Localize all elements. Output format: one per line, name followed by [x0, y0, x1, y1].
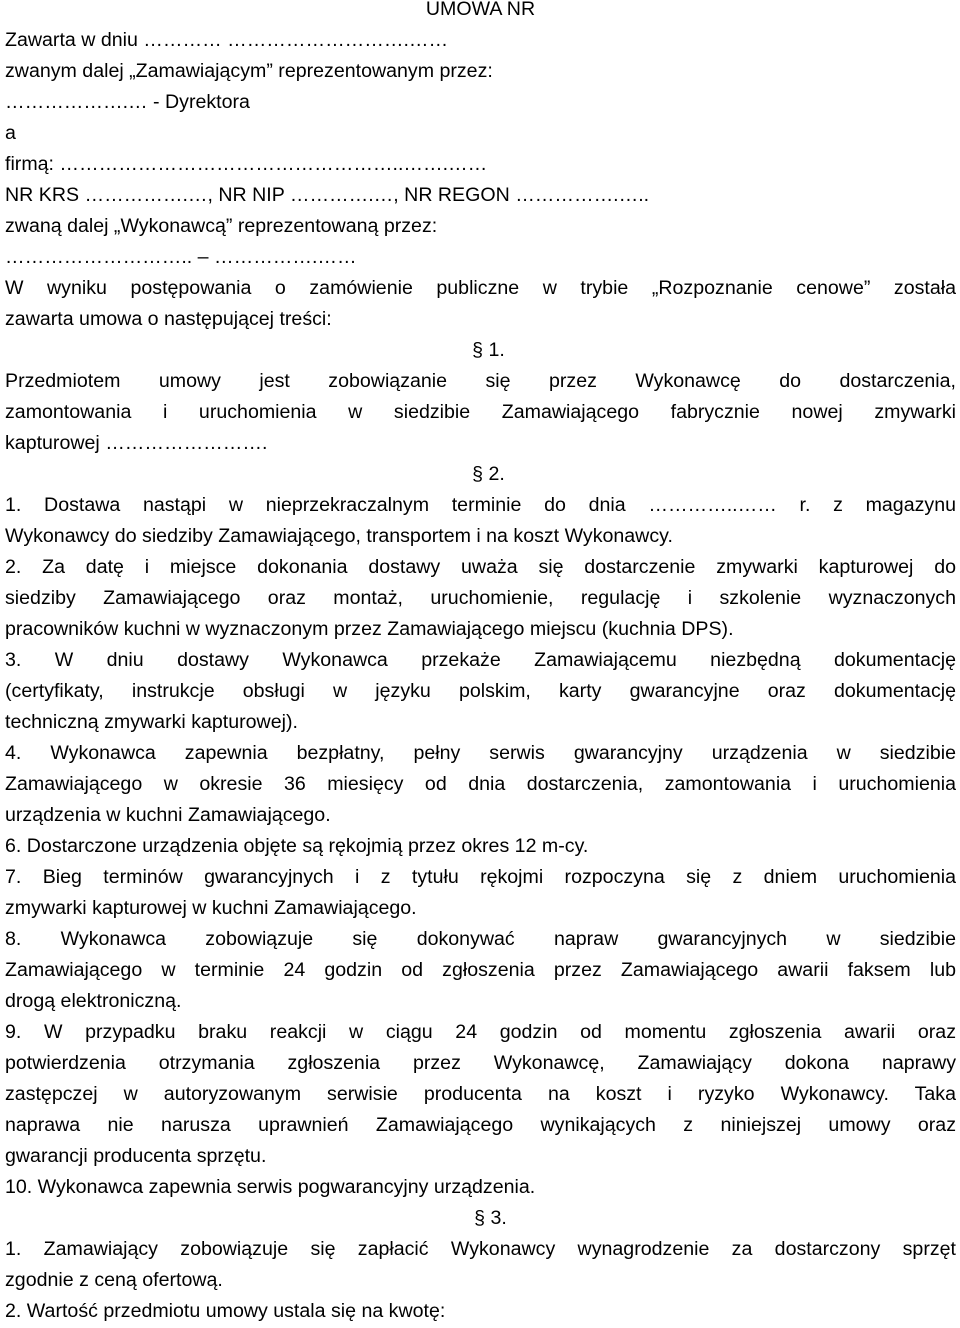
- section-3-line: zgodnie z ceną ofertową.: [5, 1269, 223, 1291]
- preamble-line: ……………………….. – …………….……: [5, 246, 357, 268]
- section-2-line: Zamawiającego w okresie 36 miesięcy od dnia dostarczenia, zamontowania i uruchomienia: [5, 773, 956, 795]
- preamble-line: zwanym dalej „Zamawiającym” reprezentowanym przez:: [5, 60, 493, 82]
- preamble-line: W wyniku postępowania o zamówienie publiczne w trybie „Rozpoznanie cenowe” została: [5, 277, 956, 299]
- section-1-line: Przedmiotem umowy jest zobowiązanie się przez Wykonawcę do dostarczenia,: [5, 370, 956, 392]
- section-2-line: naprawa nie narusza uprawnień Zamawiającego wynikających z niniejszej umowy oraz: [5, 1114, 956, 1136]
- section-2-heading: § 2.: [472, 463, 505, 485]
- section-2-line: (certyfikaty, instrukcje obsługi w języku polskim, karty gwarancyjne oraz dokumentację: [5, 680, 956, 702]
- preamble-line: ……………….… - Dyrektora: [5, 91, 250, 113]
- section-2-line: 2. Za datę i miejsce dokonania dostawy uważa się dostarczenie zmywarki kapturowej do: [5, 556, 956, 578]
- section-2-line: Zamawiającego w terminie 24 godzin od zgłoszenia przez Zamawiającego awarii faksem lub: [5, 959, 956, 981]
- preamble-line: zwaną dalej „Wykonawcą” reprezentowaną przez:: [5, 215, 438, 237]
- section-2-line: 10. Wykonawca zapewnia serwis pogwarancyjny urządzenia.: [5, 1176, 536, 1198]
- section-2-line: siedziby Zamawiającego oraz montaż, uruchomienie, regulację i szkolenie wyznaczonych: [5, 587, 956, 609]
- section-2-line: potwierdzenia otrzymania zgłoszenia przez Wykonawcę, Zamawiający dokona naprawy: [5, 1052, 956, 1074]
- preamble-line: Zawarta w dniu ………… ……………………….……: [5, 29, 449, 51]
- section-1-line: zamontowania i uruchomienia w siedzibie Zamawiającego fabrycznie nowej zmywarki: [5, 401, 956, 423]
- section-2-line: 1. Dostawa nastąpi w nieprzekraczalnym terminie do dnia …………..…… r. z magazynu: [5, 494, 956, 516]
- section-2-line: drogą elektroniczną.: [5, 990, 182, 1012]
- section-2-line: pracowników kuchni w wyznaczonym przez Zamawiającego miejscu (kuchnia DPS).: [5, 618, 734, 640]
- section-3-heading: § 3.: [474, 1207, 507, 1229]
- preamble-line: zawarta umowa o następującej treści:: [5, 308, 332, 330]
- preamble-line: firmą: ……………………………………………..…….……: [5, 153, 488, 175]
- preamble-line: a: [5, 122, 16, 144]
- section-1-heading: § 1.: [472, 339, 505, 361]
- section-2-line: gwarancji producenta sprzętu.: [5, 1145, 267, 1167]
- section-3-line: 2. Wartość przedmiotu umowy ustala się na kwotę:: [5, 1300, 446, 1322]
- section-2-line: urządzenia w kuchni Zamawiającego.: [5, 804, 331, 826]
- document-title: UMOWA NR: [425, 0, 536, 20]
- section-2-line: Wykonawcy do siedziby Zamawiającego, transportem i na koszt Wykonawcy.: [5, 525, 673, 547]
- section-2-line: 8. Wykonawca zobowiązuje się dokonywać napraw gwarancyjnych w siedzibie: [5, 928, 956, 950]
- section-2-line: 6. Dostarczone urządzenia objęte są rękojmią przez okres 12 m-cy.: [5, 835, 589, 857]
- section-2-line: techniczną zmywarki kapturowej).: [5, 711, 298, 733]
- section-2-line: zastępczej w autoryzowanym serwisie producenta na koszt i ryzyko Wykonawcy. Taka: [5, 1083, 956, 1105]
- section-2-line: 3. W dniu dostawy Wykonawca przekaże Zamawiającemu niezbędną dokumentację: [5, 649, 956, 671]
- section-1-line: kapturowej …………………….: [5, 432, 268, 454]
- section-2-line: 9. W przypadku braku reakcji w ciągu 24 godzin od momentu zgłoszenia awarii oraz: [5, 1021, 956, 1043]
- preamble-line: NR KRS …………….…, NR NIP ………….…, NR REGON …………….…..: [5, 184, 650, 206]
- section-3-line: 1. Zamawiający zobowiązuje się zapłacić Wykonawcy wynagrodzenie za dostarczony sprzęt: [5, 1238, 956, 1260]
- section-2-line: zmywarki kapturowej w kuchni Zamawiającego.: [5, 897, 417, 919]
- section-2-line: 4. Wykonawca zapewnia bezpłatny, pełny serwis gwarancyjny urządzenia w siedzibie: [5, 742, 956, 764]
- section-2-line: 7. Bieg terminów gwarancyjnych i z tytułu rękojmi rozpoczyna się z dniem uruchomienia: [5, 866, 956, 888]
